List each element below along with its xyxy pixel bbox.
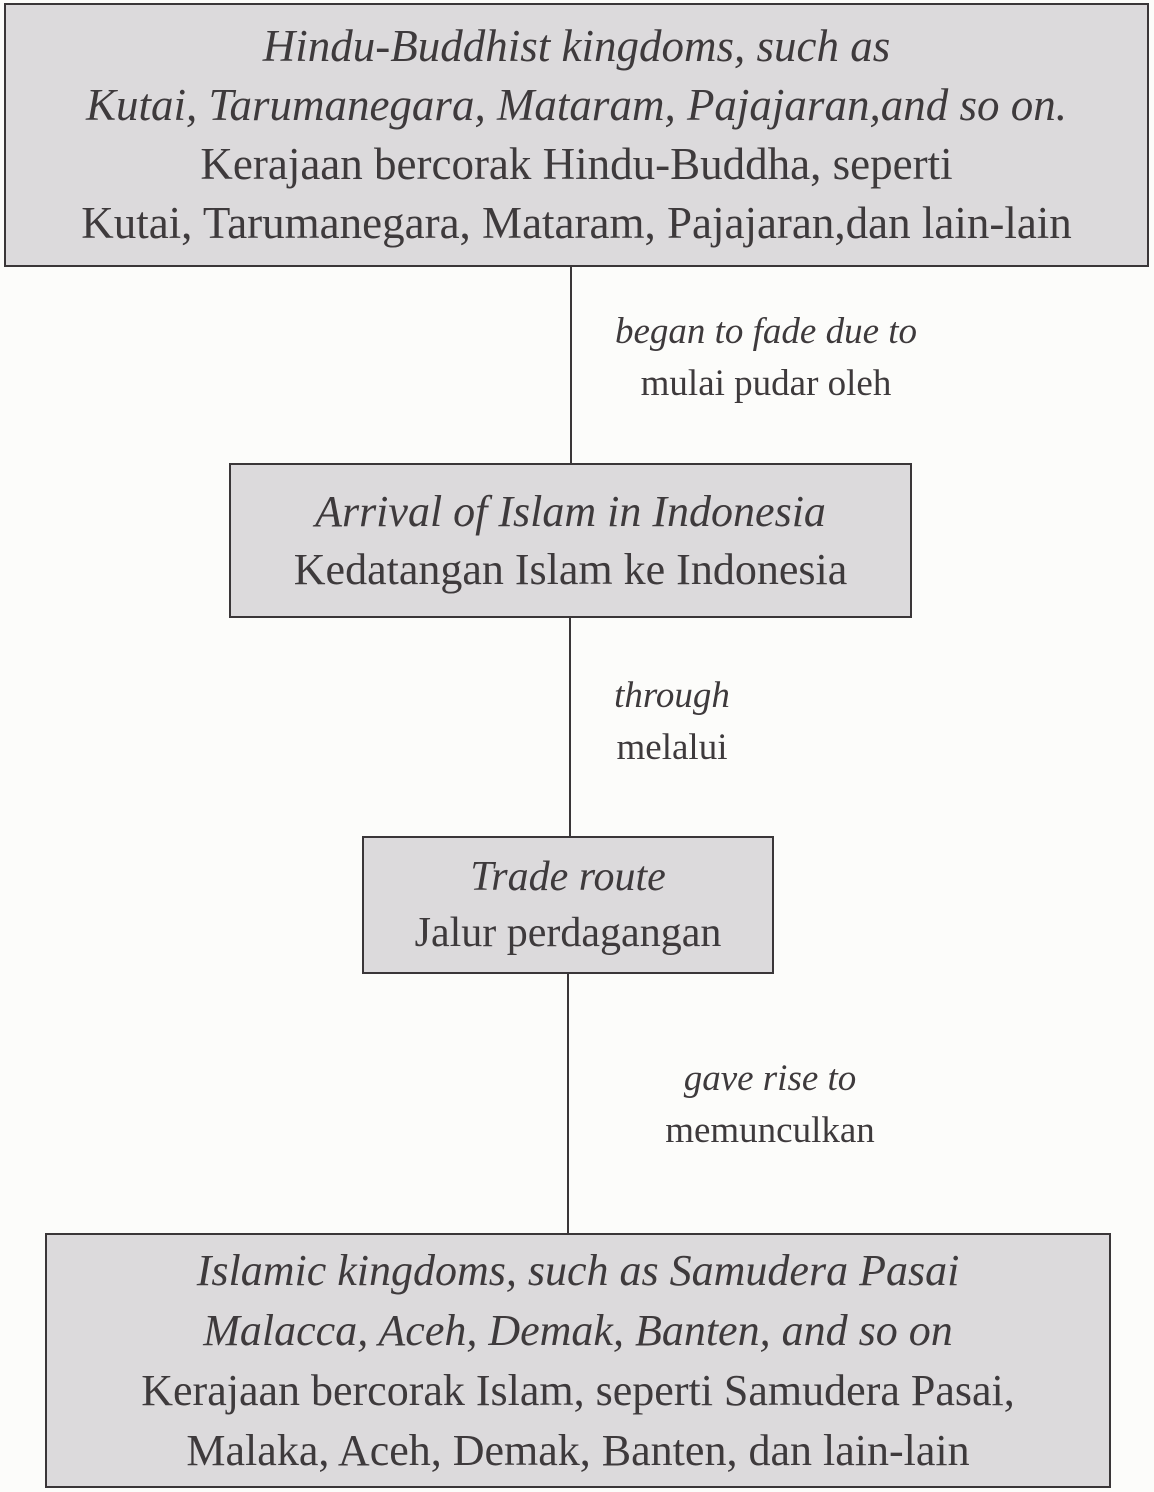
node-arrival-id: Kedatangan Islam ke Indonesia	[293, 544, 848, 594]
node-trade-id: Jalur perdagangan	[414, 910, 722, 956]
edge-label-fade-en: began to fade due to	[614, 311, 918, 352]
edge-label-fade-id: mulai pudar oleh	[640, 363, 892, 404]
node-islamic-en-line1: Islamic kingdoms, such as Samudera Pasai	[196, 1245, 960, 1295]
node-trade-en: Trade route	[470, 854, 666, 900]
edge-label-through-en: through	[614, 675, 730, 716]
edge-label-gave-rise-en: gave rise to	[683, 1058, 857, 1099]
edge-label-gave-rise-id: memunculkan	[665, 1110, 875, 1151]
edge-label-through	[582, 670, 762, 774]
node-hindu-buddhist-id-line1: Kerajaan bercorak Hindu-Buddha, seperti	[200, 139, 953, 189]
connector-line-through	[569, 618, 571, 836]
node-hindu-buddhist-id-line2: Kutai, Tarumanegara, Mataram, Pajajaran,dan lain-lain	[81, 198, 1072, 248]
node-hindu-buddhist-en-line2: Kutai, Tarumanegara, Mataram, Pajajaran,and so on.	[86, 80, 1067, 130]
node-arrival-of-islam	[229, 463, 912, 618]
edge-label-through-id: melalui	[616, 727, 728, 768]
node-islamic-en-line2: Malacca, Aceh, Demak, Banten, and so on	[203, 1305, 953, 1355]
node-islamic-kingdoms	[45, 1233, 1111, 1488]
node-islamic-id-line1: Kerajaan bercorak Islam, seperti Samudera Pasai,	[141, 1365, 1015, 1415]
node-trade-route	[362, 836, 774, 974]
connector-line-fade	[570, 267, 572, 463]
edge-label-gave-rise	[630, 1053, 910, 1157]
node-hindu-buddhist-kingdoms	[4, 3, 1149, 267]
node-arrival-en: Arrival of Islam in Indonesia	[315, 486, 826, 536]
node-islamic-id-line2: Malaka, Aceh, Demak, Banten, dan lain-lain	[186, 1425, 970, 1475]
edge-label-fade	[590, 306, 942, 410]
node-hindu-buddhist-en-line1: Hindu-Buddhist kingdoms, such as	[262, 21, 891, 71]
connector-line-gave-rise	[567, 974, 569, 1233]
